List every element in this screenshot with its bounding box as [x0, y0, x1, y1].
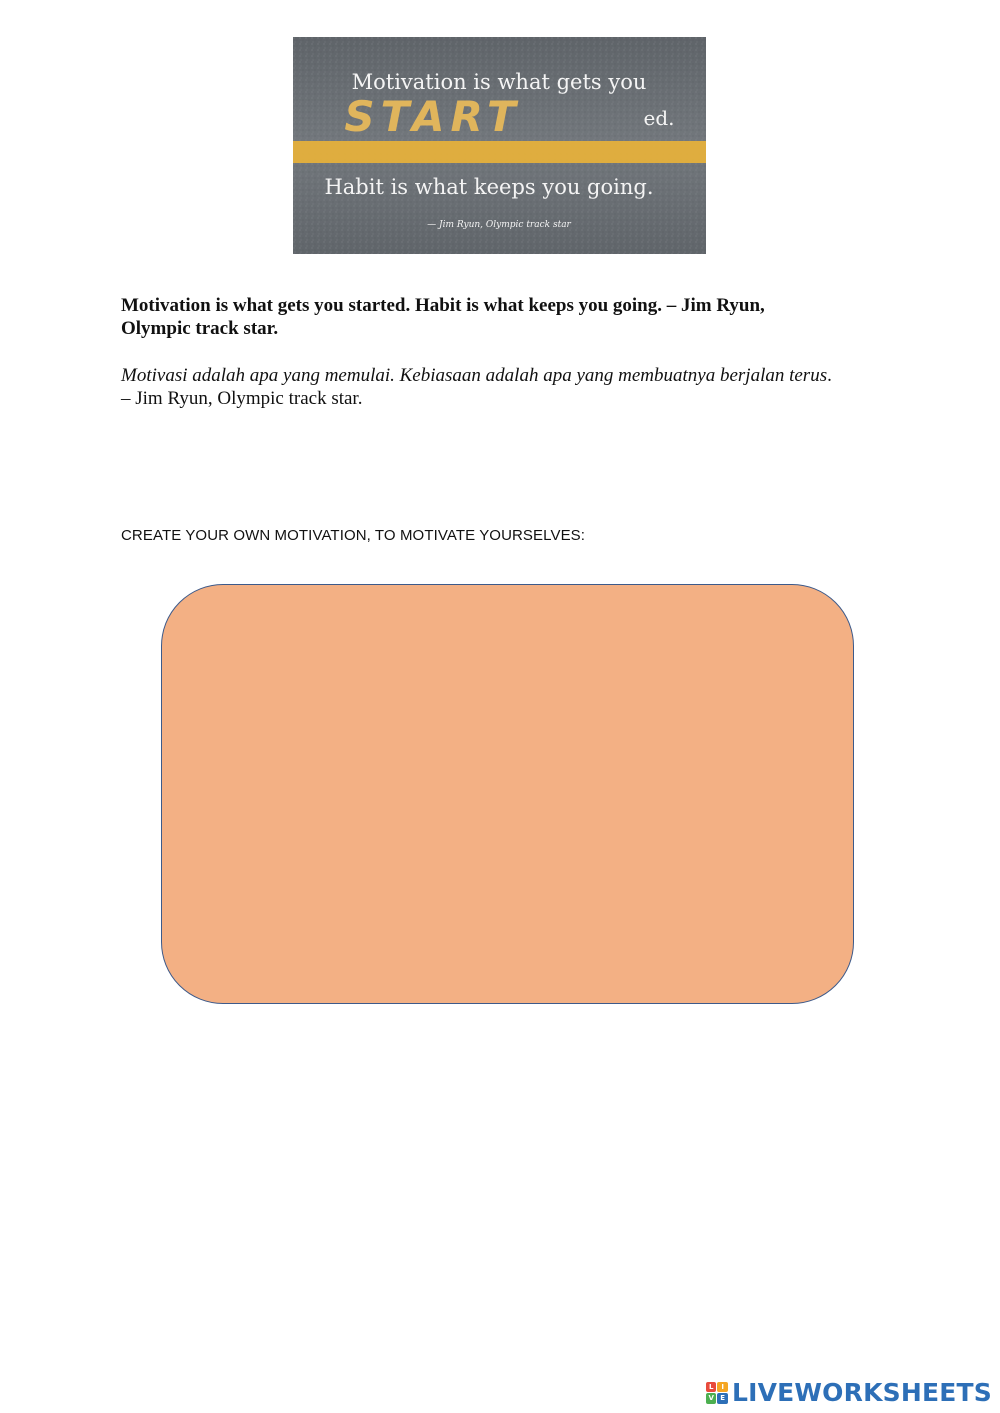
brand-name: LIVEWORKSHEETS	[731, 1378, 992, 1407]
image-start-word: START	[344, 92, 522, 141]
image-start-suffix: ed.	[643, 106, 675, 130]
logo-letter: E	[717, 1393, 728, 1404]
quote-english-line1: Motivation is what gets you started. Habit is what keeps you going. – Jim Ryun,	[121, 295, 765, 316]
logo-letter: L	[706, 1382, 717, 1393]
image-attribution: — Jim Ryun, Olympic track star	[427, 220, 571, 230]
instruction-text: CREATE YOUR OWN MOTIVATION, TO MOTIVATE YOURSELVES:	[121, 527, 586, 544]
answer-text-box[interactable]	[161, 584, 854, 1004]
quote-translation	[121, 364, 901, 410]
quote-image	[293, 37, 706, 254]
translation-italic: Motivasi adalah apa yang memulai. Kebiasaan adalah apa yang membuatnya berjalan terus	[121, 365, 828, 386]
liveworksheets-brand	[706, 1378, 992, 1407]
liveworksheets-logo-icon	[706, 1382, 728, 1404]
translation-attribution: – Jim Ryun, Olympic track star.	[121, 388, 363, 409]
quote-english-line2: Olympic track star.	[121, 318, 279, 339]
quote-english	[121, 294, 841, 340]
yellow-road-line	[293, 141, 706, 163]
image-line1: Motivation is what gets you	[351, 70, 647, 94]
image-line3: Habit is what keeps you going.	[324, 175, 654, 199]
logo-letter: V	[706, 1393, 717, 1404]
logo-letter: I	[717, 1382, 728, 1393]
translation-period: .	[827, 365, 832, 386]
